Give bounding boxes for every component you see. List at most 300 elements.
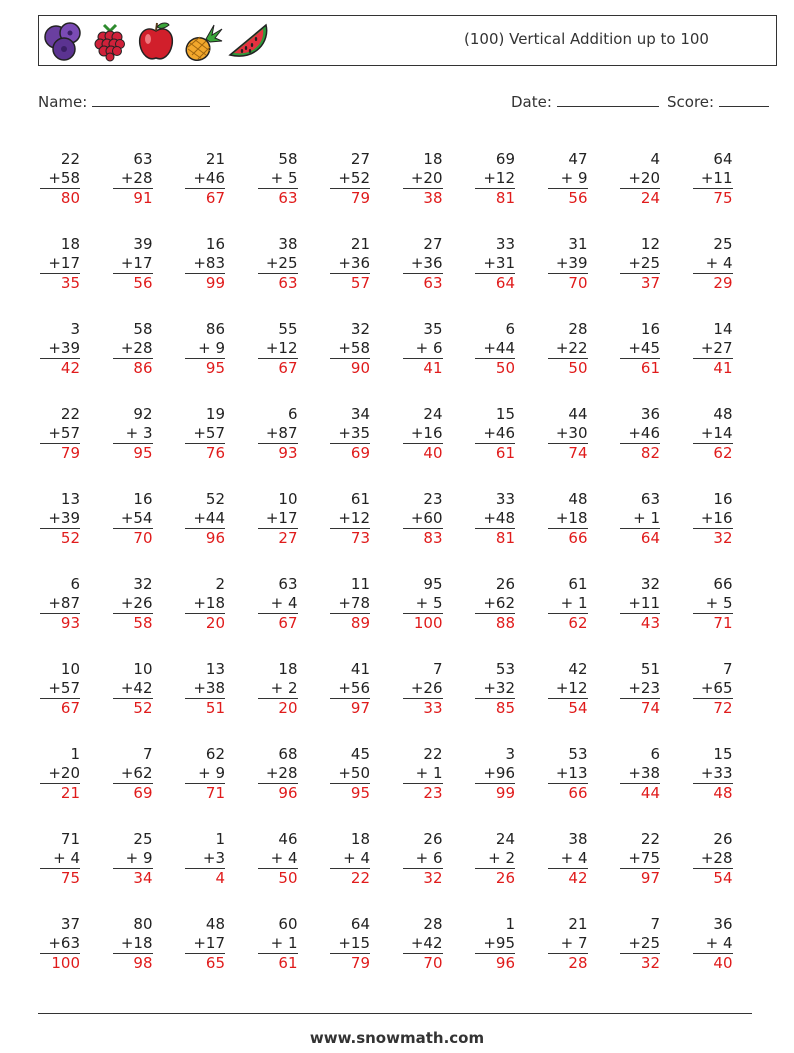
addition-problem bbox=[548, 575, 588, 633]
addend-top: 13 bbox=[60, 490, 80, 508]
addend-bottom: + 1 bbox=[258, 934, 298, 954]
addend-top: 36 bbox=[640, 405, 660, 423]
addition-problem bbox=[548, 490, 588, 548]
addend-top: 22 bbox=[60, 405, 80, 423]
addition-problem bbox=[113, 235, 153, 293]
answer: 76 bbox=[205, 444, 225, 462]
addend-top: 60 bbox=[278, 915, 298, 933]
answer: 32 bbox=[713, 529, 733, 547]
addend-bottom: +28 bbox=[113, 339, 153, 359]
addend-bottom: +46 bbox=[620, 424, 660, 444]
addition-problem bbox=[475, 405, 515, 463]
addend-bottom: +17 bbox=[113, 254, 153, 274]
addend-bottom: + 4 bbox=[693, 934, 733, 954]
answer: 70 bbox=[423, 954, 443, 972]
addend-bottom: + 4 bbox=[258, 594, 298, 614]
answer: 75 bbox=[713, 189, 733, 207]
addend-bottom: + 9 bbox=[548, 169, 588, 189]
addend-bottom: +35 bbox=[330, 424, 370, 444]
addition-problem bbox=[620, 745, 660, 803]
addend-bottom: + 4 bbox=[693, 254, 733, 274]
addend-top: 1 bbox=[70, 745, 80, 763]
answer: 97 bbox=[350, 699, 370, 717]
addition-problem bbox=[330, 830, 370, 888]
addend-top: 71 bbox=[60, 830, 80, 848]
addition-problem bbox=[258, 405, 298, 463]
addition-problem bbox=[620, 150, 660, 208]
answer: 66 bbox=[568, 784, 588, 802]
answer: 74 bbox=[568, 444, 588, 462]
addend-top: 4 bbox=[650, 150, 660, 168]
addend-top: 36 bbox=[713, 915, 733, 933]
addition-problem bbox=[258, 490, 298, 548]
addend-bottom: +44 bbox=[475, 339, 515, 359]
addend-top: 16 bbox=[133, 490, 153, 508]
answer: 82 bbox=[640, 444, 660, 462]
answer: 24 bbox=[640, 189, 660, 207]
addend-bottom: +18 bbox=[548, 509, 588, 529]
answer: 74 bbox=[640, 699, 660, 717]
addend-bottom: +25 bbox=[620, 254, 660, 274]
answer: 100 bbox=[51, 954, 80, 972]
addend-top: 15 bbox=[495, 405, 515, 423]
addend-bottom: + 9 bbox=[185, 339, 225, 359]
addend-bottom: +63 bbox=[40, 934, 80, 954]
addition-problem bbox=[330, 745, 370, 803]
date-label: Date: bbox=[511, 93, 552, 111]
answer: 50 bbox=[495, 359, 515, 377]
answer: 32 bbox=[423, 869, 443, 887]
addition-problem bbox=[475, 660, 515, 718]
addend-bottom: +18 bbox=[185, 594, 225, 614]
answer: 85 bbox=[495, 699, 515, 717]
addend-top: 16 bbox=[640, 320, 660, 338]
addend-top: 1 bbox=[505, 915, 515, 933]
answer: 96 bbox=[205, 529, 225, 547]
answer: 4 bbox=[215, 869, 225, 887]
addend-bottom: +46 bbox=[185, 169, 225, 189]
addition-problem bbox=[620, 490, 660, 548]
addend-bottom: +78 bbox=[330, 594, 370, 614]
addend-top: 3 bbox=[505, 745, 515, 763]
addend-top: 44 bbox=[568, 405, 588, 423]
addend-top: 7 bbox=[650, 915, 660, 933]
addend-bottom: +56 bbox=[330, 679, 370, 699]
addend-top: 64 bbox=[350, 915, 370, 933]
addend-top: 61 bbox=[350, 490, 370, 508]
date-blank[interactable] bbox=[557, 94, 659, 107]
addition-problem bbox=[403, 915, 443, 973]
addend-bottom: +31 bbox=[475, 254, 515, 274]
addend-top: 34 bbox=[350, 405, 370, 423]
addition-problem bbox=[693, 320, 733, 378]
addition-problem bbox=[185, 660, 225, 718]
addition-problem bbox=[40, 490, 80, 548]
addend-top: 7 bbox=[432, 660, 443, 678]
addend-bottom: +44 bbox=[185, 509, 225, 529]
answer: 62 bbox=[713, 444, 733, 462]
addition-problem bbox=[548, 150, 588, 208]
addend-top: 92 bbox=[133, 405, 153, 423]
answer: 81 bbox=[495, 189, 515, 207]
answer: 96 bbox=[495, 954, 515, 972]
addend-bottom: +18 bbox=[113, 934, 153, 954]
addend-bottom: +28 bbox=[113, 169, 153, 189]
addition-problem bbox=[620, 575, 660, 633]
addend-top: 62 bbox=[205, 745, 225, 763]
addition-problem bbox=[403, 405, 443, 463]
addend-bottom: +58 bbox=[330, 339, 370, 359]
answer: 37 bbox=[640, 274, 660, 292]
answer: 71 bbox=[205, 784, 225, 802]
answer: 22 bbox=[350, 869, 370, 887]
addend-top: 27 bbox=[350, 150, 370, 168]
addition-problem bbox=[40, 915, 80, 973]
addend-top: 46 bbox=[278, 830, 298, 848]
addition-problem bbox=[620, 320, 660, 378]
addend-bottom: +87 bbox=[40, 594, 80, 614]
answer: 48 bbox=[713, 784, 733, 802]
addend-bottom: +12 bbox=[258, 339, 298, 359]
answer: 20 bbox=[278, 699, 298, 717]
addend-bottom: +36 bbox=[403, 254, 443, 274]
addend-top: 47 bbox=[568, 150, 588, 168]
answer: 42 bbox=[60, 359, 80, 377]
addend-top: 64 bbox=[713, 150, 733, 168]
addend-top: 11 bbox=[350, 575, 370, 593]
addend-bottom: +39 bbox=[548, 254, 588, 274]
answer: 61 bbox=[495, 444, 515, 462]
addend-top: 14 bbox=[713, 320, 733, 338]
addition-problem bbox=[330, 915, 370, 973]
addend-bottom: +65 bbox=[693, 679, 733, 699]
answer: 40 bbox=[713, 954, 733, 972]
addend-bottom: +75 bbox=[620, 849, 660, 869]
answer: 69 bbox=[133, 784, 153, 802]
answer: 75 bbox=[60, 869, 80, 887]
addend-top: 13 bbox=[205, 660, 225, 678]
addend-bottom: +32 bbox=[475, 679, 515, 699]
addition-problem bbox=[403, 745, 443, 803]
answer: 61 bbox=[278, 954, 298, 972]
answer: 67 bbox=[205, 189, 225, 207]
addend-top: 7 bbox=[142, 745, 153, 763]
addition-problem bbox=[40, 830, 80, 888]
addition-problem bbox=[40, 660, 80, 718]
addition-problem bbox=[548, 915, 588, 973]
addend-bottom: +60 bbox=[403, 509, 443, 529]
addend-top: 18 bbox=[60, 235, 80, 253]
answer: 90 bbox=[350, 359, 370, 377]
answer: 20 bbox=[205, 614, 225, 632]
addend-top: 22 bbox=[423, 745, 443, 763]
addend-bottom: +11 bbox=[620, 594, 660, 614]
name-blank[interactable] bbox=[92, 94, 210, 107]
addend-top: 66 bbox=[713, 575, 733, 593]
addend-top: 63 bbox=[133, 150, 153, 168]
addend-bottom: +15 bbox=[330, 934, 370, 954]
addend-bottom: + 6 bbox=[403, 849, 443, 869]
answer: 63 bbox=[423, 274, 443, 292]
addend-top: 38 bbox=[278, 235, 298, 253]
answer: 99 bbox=[205, 274, 225, 292]
addend-top: 21 bbox=[205, 150, 225, 168]
addend-top: 61 bbox=[568, 575, 588, 593]
addition-problem bbox=[330, 150, 370, 208]
addend-bottom: + 7 bbox=[548, 934, 588, 954]
addend-top: 35 bbox=[423, 320, 443, 338]
addend-bottom: +50 bbox=[330, 764, 370, 784]
addition-problem bbox=[40, 745, 80, 803]
addend-top: 68 bbox=[278, 745, 298, 763]
addition-problem bbox=[113, 575, 153, 633]
addition-problem bbox=[693, 915, 733, 973]
addition-problem bbox=[258, 830, 298, 888]
addend-top: 58 bbox=[133, 320, 153, 338]
addition-problem bbox=[40, 150, 80, 208]
addend-bottom: +45 bbox=[620, 339, 660, 359]
answer: 98 bbox=[133, 954, 153, 972]
addend-top: 18 bbox=[278, 660, 298, 678]
answer: 96 bbox=[278, 784, 298, 802]
addend-top: 24 bbox=[495, 830, 515, 848]
addition-problem bbox=[475, 575, 515, 633]
addition-problem bbox=[403, 320, 443, 378]
answer: 79 bbox=[350, 954, 370, 972]
blueberries-icon bbox=[42, 19, 86, 63]
answer: 99 bbox=[495, 784, 515, 802]
addition-problem bbox=[548, 320, 588, 378]
addition-problem bbox=[185, 745, 225, 803]
answer: 65 bbox=[205, 954, 225, 972]
answer: 29 bbox=[713, 274, 733, 292]
addition-problem bbox=[620, 915, 660, 973]
addend-top: 95 bbox=[423, 575, 443, 593]
addition-problem bbox=[258, 150, 298, 208]
answer: 52 bbox=[133, 699, 153, 717]
addition-problem bbox=[330, 235, 370, 293]
addend-top: 45 bbox=[350, 745, 370, 763]
addend-bottom: +26 bbox=[403, 679, 443, 699]
addend-bottom: + 4 bbox=[548, 849, 588, 869]
addition-problem bbox=[113, 915, 153, 973]
addend-bottom: +13 bbox=[548, 764, 588, 784]
addend-top: 2 bbox=[215, 575, 225, 593]
answer: 79 bbox=[350, 189, 370, 207]
answer: 51 bbox=[205, 699, 225, 717]
addition-problem bbox=[258, 320, 298, 378]
addition-problem bbox=[620, 235, 660, 293]
addition-problem bbox=[330, 490, 370, 548]
addition-problem bbox=[258, 660, 298, 718]
answer: 81 bbox=[495, 529, 515, 547]
answer: 67 bbox=[60, 699, 80, 717]
addend-top: 55 bbox=[278, 320, 298, 338]
addition-problem bbox=[475, 745, 515, 803]
addition-problem bbox=[185, 235, 225, 293]
addition-problem bbox=[693, 490, 733, 548]
addend-bottom: +87 bbox=[258, 424, 298, 444]
addend-bottom: +62 bbox=[475, 594, 515, 614]
addend-top: 53 bbox=[568, 745, 588, 763]
addend-top: 69 bbox=[495, 150, 515, 168]
addend-bottom: +36 bbox=[330, 254, 370, 274]
addition-problem bbox=[40, 575, 80, 633]
addition-problem bbox=[330, 575, 370, 633]
addend-bottom: + 5 bbox=[258, 169, 298, 189]
addend-bottom: +17 bbox=[185, 934, 225, 954]
addend-top: 63 bbox=[278, 575, 298, 593]
addition-problem bbox=[620, 660, 660, 718]
score-label: Score: bbox=[667, 93, 715, 111]
addend-top: 10 bbox=[60, 660, 80, 678]
addend-top: 33 bbox=[495, 235, 515, 253]
addend-bottom: +17 bbox=[258, 509, 298, 529]
addend-bottom: +42 bbox=[113, 679, 153, 699]
addend-bottom: +48 bbox=[475, 509, 515, 529]
addend-bottom: + 9 bbox=[185, 764, 225, 784]
addend-bottom: + 3 bbox=[113, 424, 153, 444]
addition-problem bbox=[185, 320, 225, 378]
addend-top: 10 bbox=[278, 490, 298, 508]
date-field[interactable] bbox=[511, 93, 659, 111]
addend-bottom: +14 bbox=[693, 424, 733, 444]
addend-bottom: + 2 bbox=[258, 679, 298, 699]
answer: 32 bbox=[640, 954, 660, 972]
answer: 54 bbox=[568, 699, 588, 717]
answer: 64 bbox=[495, 274, 515, 292]
addend-bottom: +39 bbox=[40, 339, 80, 359]
addend-top: 58 bbox=[278, 150, 298, 168]
addition-problem bbox=[403, 150, 443, 208]
addition-problem bbox=[693, 405, 733, 463]
addend-top: 22 bbox=[60, 150, 80, 168]
addition-problem bbox=[693, 830, 733, 888]
raspberry-icon bbox=[88, 19, 132, 63]
addition-problem bbox=[403, 575, 443, 633]
pineapple-icon bbox=[180, 19, 224, 63]
addend-bottom: +25 bbox=[258, 254, 298, 274]
addend-top: 38 bbox=[568, 830, 588, 848]
name-field[interactable] bbox=[38, 93, 210, 111]
addend-bottom: +57 bbox=[185, 424, 225, 444]
addend-top: 21 bbox=[350, 235, 370, 253]
addend-bottom: +23 bbox=[620, 679, 660, 699]
addend-top: 48 bbox=[205, 915, 225, 933]
addend-bottom: +16 bbox=[693, 509, 733, 529]
answer: 95 bbox=[350, 784, 370, 802]
score-blank[interactable] bbox=[719, 94, 769, 107]
answer: 56 bbox=[133, 274, 153, 292]
addition-problem bbox=[113, 830, 153, 888]
answer: 70 bbox=[133, 529, 153, 547]
answer: 93 bbox=[278, 444, 298, 462]
addition-problem bbox=[113, 490, 153, 548]
answer: 69 bbox=[350, 444, 370, 462]
addend-bottom: + 4 bbox=[40, 849, 80, 869]
addend-top: 51 bbox=[640, 660, 660, 678]
addend-top: 10 bbox=[133, 660, 153, 678]
answer: 89 bbox=[350, 614, 370, 632]
answer: 97 bbox=[640, 869, 660, 887]
addend-bottom: +20 bbox=[40, 764, 80, 784]
addition-problem bbox=[185, 405, 225, 463]
answer: 67 bbox=[278, 359, 298, 377]
addition-problem bbox=[258, 745, 298, 803]
addend-bottom: +27 bbox=[693, 339, 733, 359]
addition-problem bbox=[330, 405, 370, 463]
answer: 93 bbox=[60, 614, 80, 632]
addend-top: 28 bbox=[423, 915, 443, 933]
addend-top: 6 bbox=[505, 320, 515, 338]
addition-problem bbox=[475, 320, 515, 378]
addend-top: 24 bbox=[423, 405, 443, 423]
addend-bottom: +11 bbox=[693, 169, 733, 189]
answer: 95 bbox=[205, 359, 225, 377]
answer: 42 bbox=[568, 869, 588, 887]
addend-bottom: +30 bbox=[548, 424, 588, 444]
addition-problem bbox=[620, 405, 660, 463]
answer: 95 bbox=[133, 444, 153, 462]
answer: 63 bbox=[278, 274, 298, 292]
addend-bottom: +83 bbox=[185, 254, 225, 274]
addend-top: 37 bbox=[60, 915, 80, 933]
answer: 41 bbox=[713, 359, 733, 377]
answer: 61 bbox=[640, 359, 660, 377]
answer: 41 bbox=[423, 359, 443, 377]
answer: 56 bbox=[568, 189, 588, 207]
addition-problem bbox=[185, 150, 225, 208]
addend-top: 6 bbox=[70, 575, 80, 593]
answer: 91 bbox=[133, 189, 153, 207]
addend-top: 25 bbox=[713, 235, 733, 253]
addend-bottom: +16 bbox=[403, 424, 443, 444]
addend-top: 32 bbox=[133, 575, 153, 593]
addition-problem bbox=[548, 830, 588, 888]
addend-bottom: +39 bbox=[40, 509, 80, 529]
addend-top: 15 bbox=[713, 745, 733, 763]
addition-problem bbox=[258, 915, 298, 973]
addend-top: 16 bbox=[205, 235, 225, 253]
addend-bottom: +57 bbox=[40, 679, 80, 699]
addend-bottom: +12 bbox=[548, 679, 588, 699]
apple-icon bbox=[134, 19, 178, 63]
answer: 52 bbox=[60, 529, 80, 547]
addend-bottom: +58 bbox=[40, 169, 80, 189]
addition-problem bbox=[548, 745, 588, 803]
answer: 34 bbox=[133, 869, 153, 887]
answer: 27 bbox=[278, 529, 298, 547]
answer: 40 bbox=[423, 444, 443, 462]
addend-bottom: +28 bbox=[693, 849, 733, 869]
addend-top: 63 bbox=[640, 490, 660, 508]
addend-bottom: + 6 bbox=[403, 339, 443, 359]
addition-problem bbox=[403, 490, 443, 548]
addend-top: 23 bbox=[423, 490, 443, 508]
addend-top: 33 bbox=[495, 490, 515, 508]
addition-problem bbox=[475, 830, 515, 888]
addend-bottom: +62 bbox=[113, 764, 153, 784]
addend-bottom: +20 bbox=[403, 169, 443, 189]
score-field[interactable] bbox=[667, 93, 769, 111]
addend-bottom: + 1 bbox=[548, 594, 588, 614]
addition-problem bbox=[693, 575, 733, 633]
addition-problem bbox=[403, 660, 443, 718]
addition-problem bbox=[475, 150, 515, 208]
addend-top: 28 bbox=[568, 320, 588, 338]
addition-problem bbox=[403, 235, 443, 293]
addend-top: 26 bbox=[495, 575, 515, 593]
